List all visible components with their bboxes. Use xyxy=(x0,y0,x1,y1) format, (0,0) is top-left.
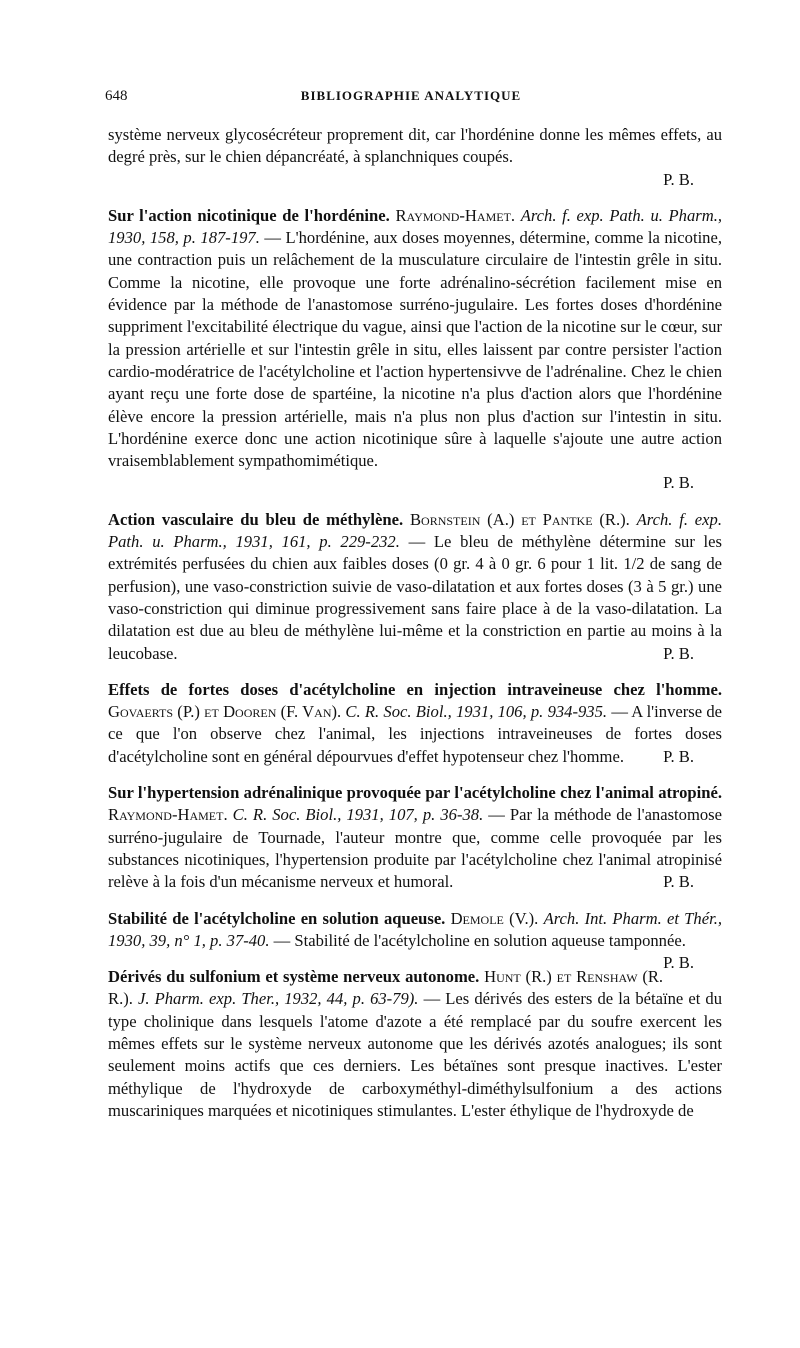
entry-paragraph xyxy=(108,782,722,893)
entry-citation: Arch. Int. Pharm. et Thér., 1930, 39, n° 1, p. 37-40. xyxy=(108,908,722,950)
entry-citation: C. R. Soc. Biol., 1931, 107, p. 36-38. xyxy=(232,805,484,825)
intro-paragraph xyxy=(108,124,722,191)
entry-citation: Arch. f. exp. Path. u. Pharm., 1930, 158, p. 187-197. xyxy=(108,205,722,248)
intro-text: système nerveux glycosécréteur proprement dit, car l'hordénine donne les mêmes effets, au degré près, sur le chien dépancréaté, à splanchniques coupés. xyxy=(108,125,722,167)
intro-signature: P. B. xyxy=(663,169,694,189)
entry-paragraph xyxy=(108,908,722,973)
page-number: 648 xyxy=(105,88,128,104)
entry-authors: Govaerts (P.) et Dooren (F. Van). xyxy=(108,702,342,722)
entry-body: — Par la méthode de l'anastomose surréno-jugulaire de Tournade, l'auteur montre que, comme celle provoquée par les substances nicotiniques, l'hypertension produite par l'acétylcholine chez l'animal atropinisé relève à la fois d'un mécanisme nerveux et humoral. xyxy=(108,805,722,892)
entry-signature: P. B. xyxy=(663,872,694,892)
entry-body: — A l'inverse de ce que l'on observe chez l'animal, les injections intraveineuses de fortes doses d'acétylcholine sont en général dépourvues d'effet hypotenseur chez l'homme. xyxy=(108,702,723,766)
entry-paragraph xyxy=(108,205,722,495)
entry-authors: Demole (V.). xyxy=(450,908,539,928)
entry-body: — Les dérivés des esters de la bétaïne et du type cholinique dans lesquels l'atome d'azote a été remplacé par du soufre exercent les mêmes effets sur le système nerveux autonome que les dérivés azotés analogues; ils sont seulement moins actifs que ces derniers. Les bétaïnes sont presque inactives. L'ester méthylique de l'hydroxyde de carboxyméthyl-diméthylsulfonium a des actions muscariniques marquées et nicotiniques stimulantes. L'ester éthylique de l'hydroxyde de xyxy=(108,989,723,1120)
entry-citation: J. Pharm. exp. Ther., 1932, 44, p. 63-79). xyxy=(138,989,419,1009)
entry-title: Effets de fortes doses d'acétylcholine en injection intraveineuse chez l'homme. xyxy=(108,679,722,699)
page-header xyxy=(105,88,717,110)
entry-title: Action vasculaire du bleu de méthylène. xyxy=(108,509,404,529)
page-content xyxy=(108,124,722,1136)
entry-title: Dérivés du sulfonium et système nerveux autonome. xyxy=(108,967,480,987)
entry-body: — Stabilité de l'acétylcholine en solution aqueuse tamponnée. xyxy=(273,930,686,950)
entry-title: Stabilité de l'acétylcholine en solution aqueuse. xyxy=(108,908,446,928)
entry-signature: P. B. xyxy=(663,746,694,766)
entry-authors: Hunt (R.) et Renshaw (R. R.). xyxy=(108,967,664,1009)
entry-authors: Raymond-Hamet. xyxy=(395,205,516,225)
running-title: BIBLIOGRAPHIE ANALYTIQUE xyxy=(300,88,522,103)
entry-paragraph xyxy=(108,509,722,665)
entry-citation: C. R. Soc. Biol., 1931, 106, p. 934-935. xyxy=(345,702,608,722)
entry-authors: Bornstein (A.) et Pantke (R.). xyxy=(409,509,630,529)
entry-paragraph xyxy=(108,679,722,768)
entry-signature: P. B. xyxy=(663,643,694,663)
entry-title: Sur l'action nicotinique de l'hordénine. xyxy=(108,205,390,225)
entry-paragraph xyxy=(108,966,722,1122)
entry-signature: P. B. xyxy=(663,473,694,493)
entry-authors: Raymond-Hamet. xyxy=(108,805,228,825)
entry-citation: Arch. f. exp. Path. u. Pharm., 1931, 161, p. 229-232. xyxy=(108,509,722,552)
entry-title: Sur l'hypertension adrénalinique provoquée par l'acétylcholine chez l'animal atropiné. xyxy=(108,783,722,803)
entry-body: — L'hordénine, aux doses moyennes, détermine, comme la nicotine, une contraction puis un relâchement de la musculature circulaire de l'intestin grêle in situ. Comme la nicotine, elle provoque une forte adrénalino-sécrétion facilement mise en évidence par la méthode de l'anastomose surréno-jugulaire. Les fortes doses d'hordénine suppriment l'excitabilité électrique du vague, ainsi que l'action de la nicotine sur le cœur, sur la pression artérielle et sur l'intestin grêle in situ, elles laissent par contre persister l'action cardio-modératrice de l'acétylcholine et l'action hypertensivve de l'adrénaline. Chez le chien ayant reçu une forte dose de spartéine, la nicotine n'a plus d'action alors que l'hordénine élève encore la pression artérielle, mais n'a plus non plus d'action sur l'intestin in situ. L'hordénine exerce donc une action nicotinique sûre à laquelle s'ajoute une autre action vraisemblablement sympathomimétique. xyxy=(108,228,722,471)
entry-signature: P. B. xyxy=(663,953,694,973)
entry-body: — Le bleu de méthylène détermine sur les extrémités perfusées du chien aux faibles doses (0 gr. 4 à 0 gr. 6 pour 1 lit. 1/2 de sang de perfusion), une vaso-constriction suivie de vaso-dilatation et aux fortes doses (3 à 5 gr.) une vaso-constriction qui diminue progressivement sans faire place à de la vaso-dilatation. La dilatation est due au bleu de méthylène lui-même et la constriction en partie au moins à la leucobase. xyxy=(108,532,722,663)
